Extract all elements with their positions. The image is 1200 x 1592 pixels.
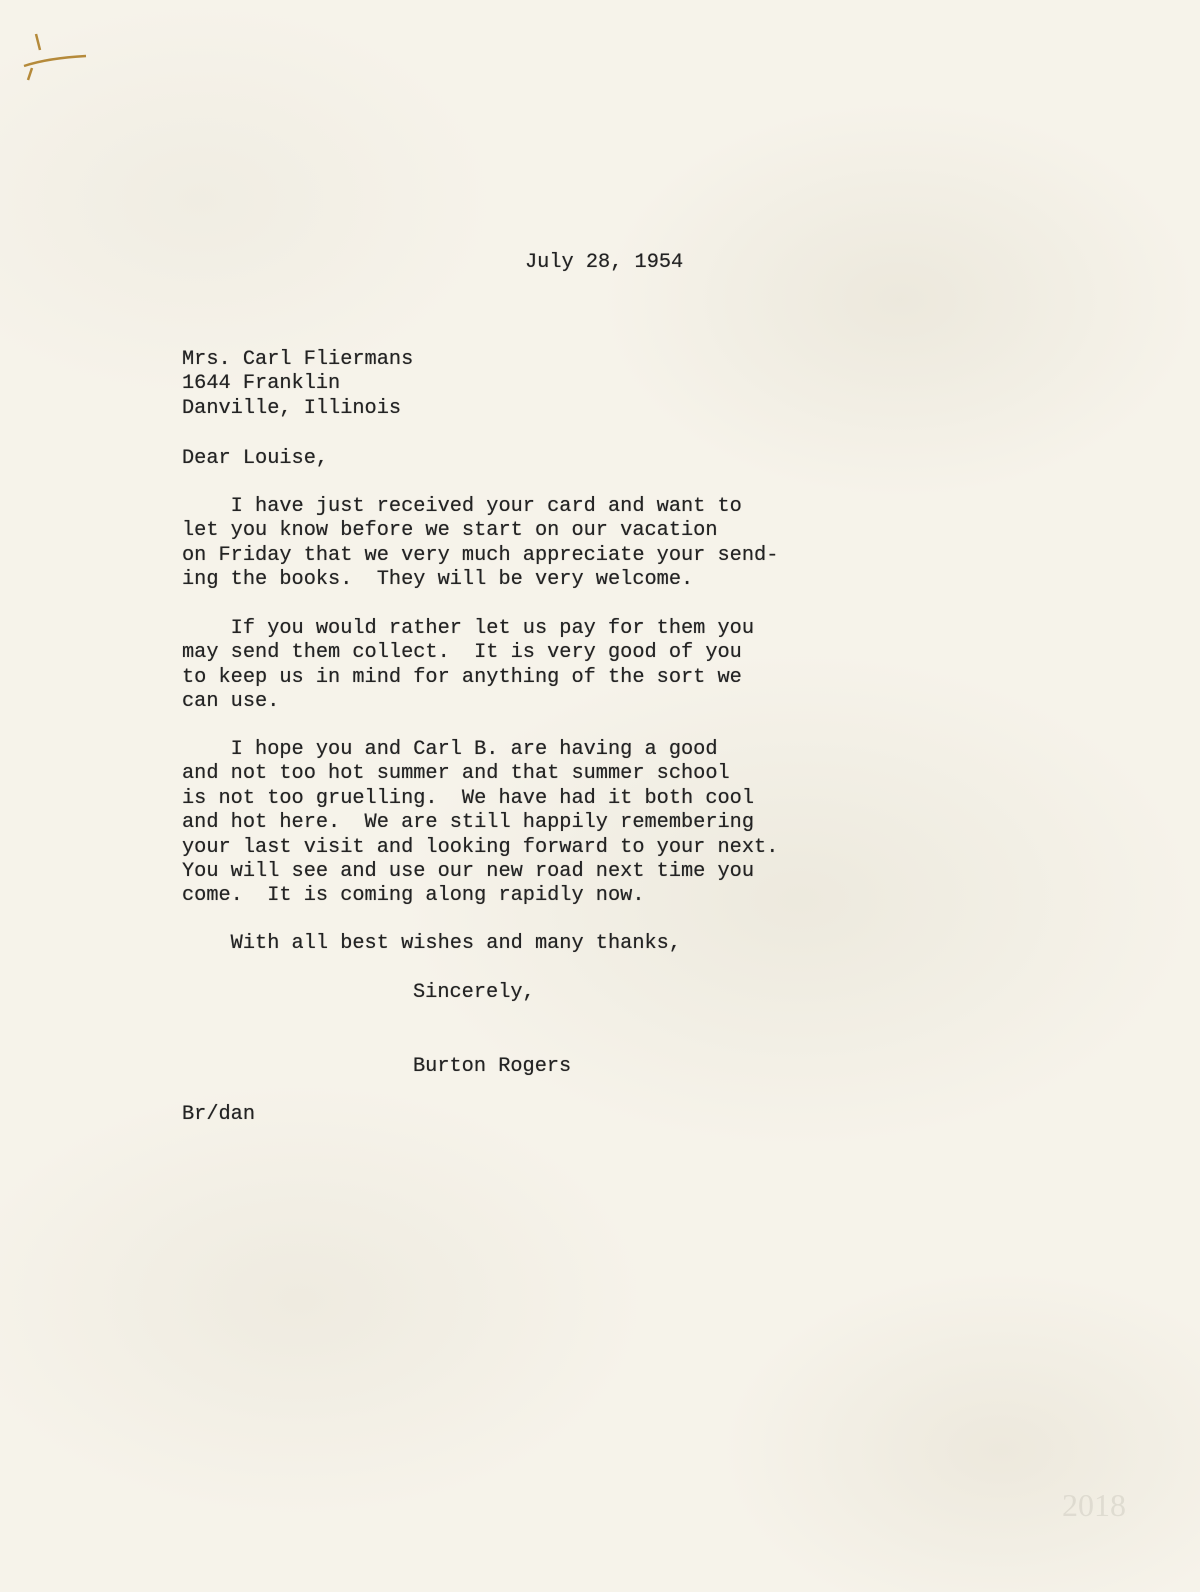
address-line: 1644 Franklin [182, 372, 341, 396]
body-line: to keep us in mind for anything of the sort we [182, 665, 742, 689]
body-line: I hope you and Carl B. are having a good [182, 738, 718, 761]
valediction: Sincerely, [413, 981, 535, 1004]
body-line: I have just received your card and want to [182, 495, 742, 518]
body-line: on Friday that we very much appreciate your send- [182, 543, 779, 567]
salutation: Dear Louise, [182, 447, 329, 470]
watermark: 2018 [1062, 1487, 1126, 1523]
body-line: is not too gruelling. We have had it both cool [182, 786, 755, 810]
body-line: You will see and use our new road next time you [182, 859, 755, 883]
body-line: let you know before we start on our vacation [182, 519, 718, 543]
recipient-address [182, 348, 413, 421]
paragraph-3 [182, 738, 778, 909]
body-line: come. It is coming along rapidly now. [182, 884, 645, 908]
body-line: If you would rather let us pay for them you [182, 617, 755, 640]
closing-line: With all best wishes and many thanks, [182, 932, 681, 955]
body-line: your last visit and looking forward to your next. [182, 835, 779, 859]
signature-name: Burton Rogers [413, 1055, 572, 1078]
reference-initials: Br/dan [182, 1103, 256, 1126]
paragraph-2 [182, 617, 754, 715]
body-line: ing the books. They will be very welcome. [182, 568, 694, 592]
pencil-mark [18, 28, 88, 88]
body-line: may send them collect. It is very good of you [182, 641, 742, 665]
address-line: Danville, Illinois [182, 396, 402, 420]
body-line: and hot here. We are still happily remembering [182, 811, 755, 835]
body-line: and not too hot summer and that summer school [182, 762, 730, 786]
address-line: Mrs. Carl Fliermans [182, 348, 414, 371]
paragraph-1 [182, 495, 778, 593]
letter-date: July 28, 1954 [525, 251, 684, 274]
body-line: can use. [182, 690, 280, 714]
